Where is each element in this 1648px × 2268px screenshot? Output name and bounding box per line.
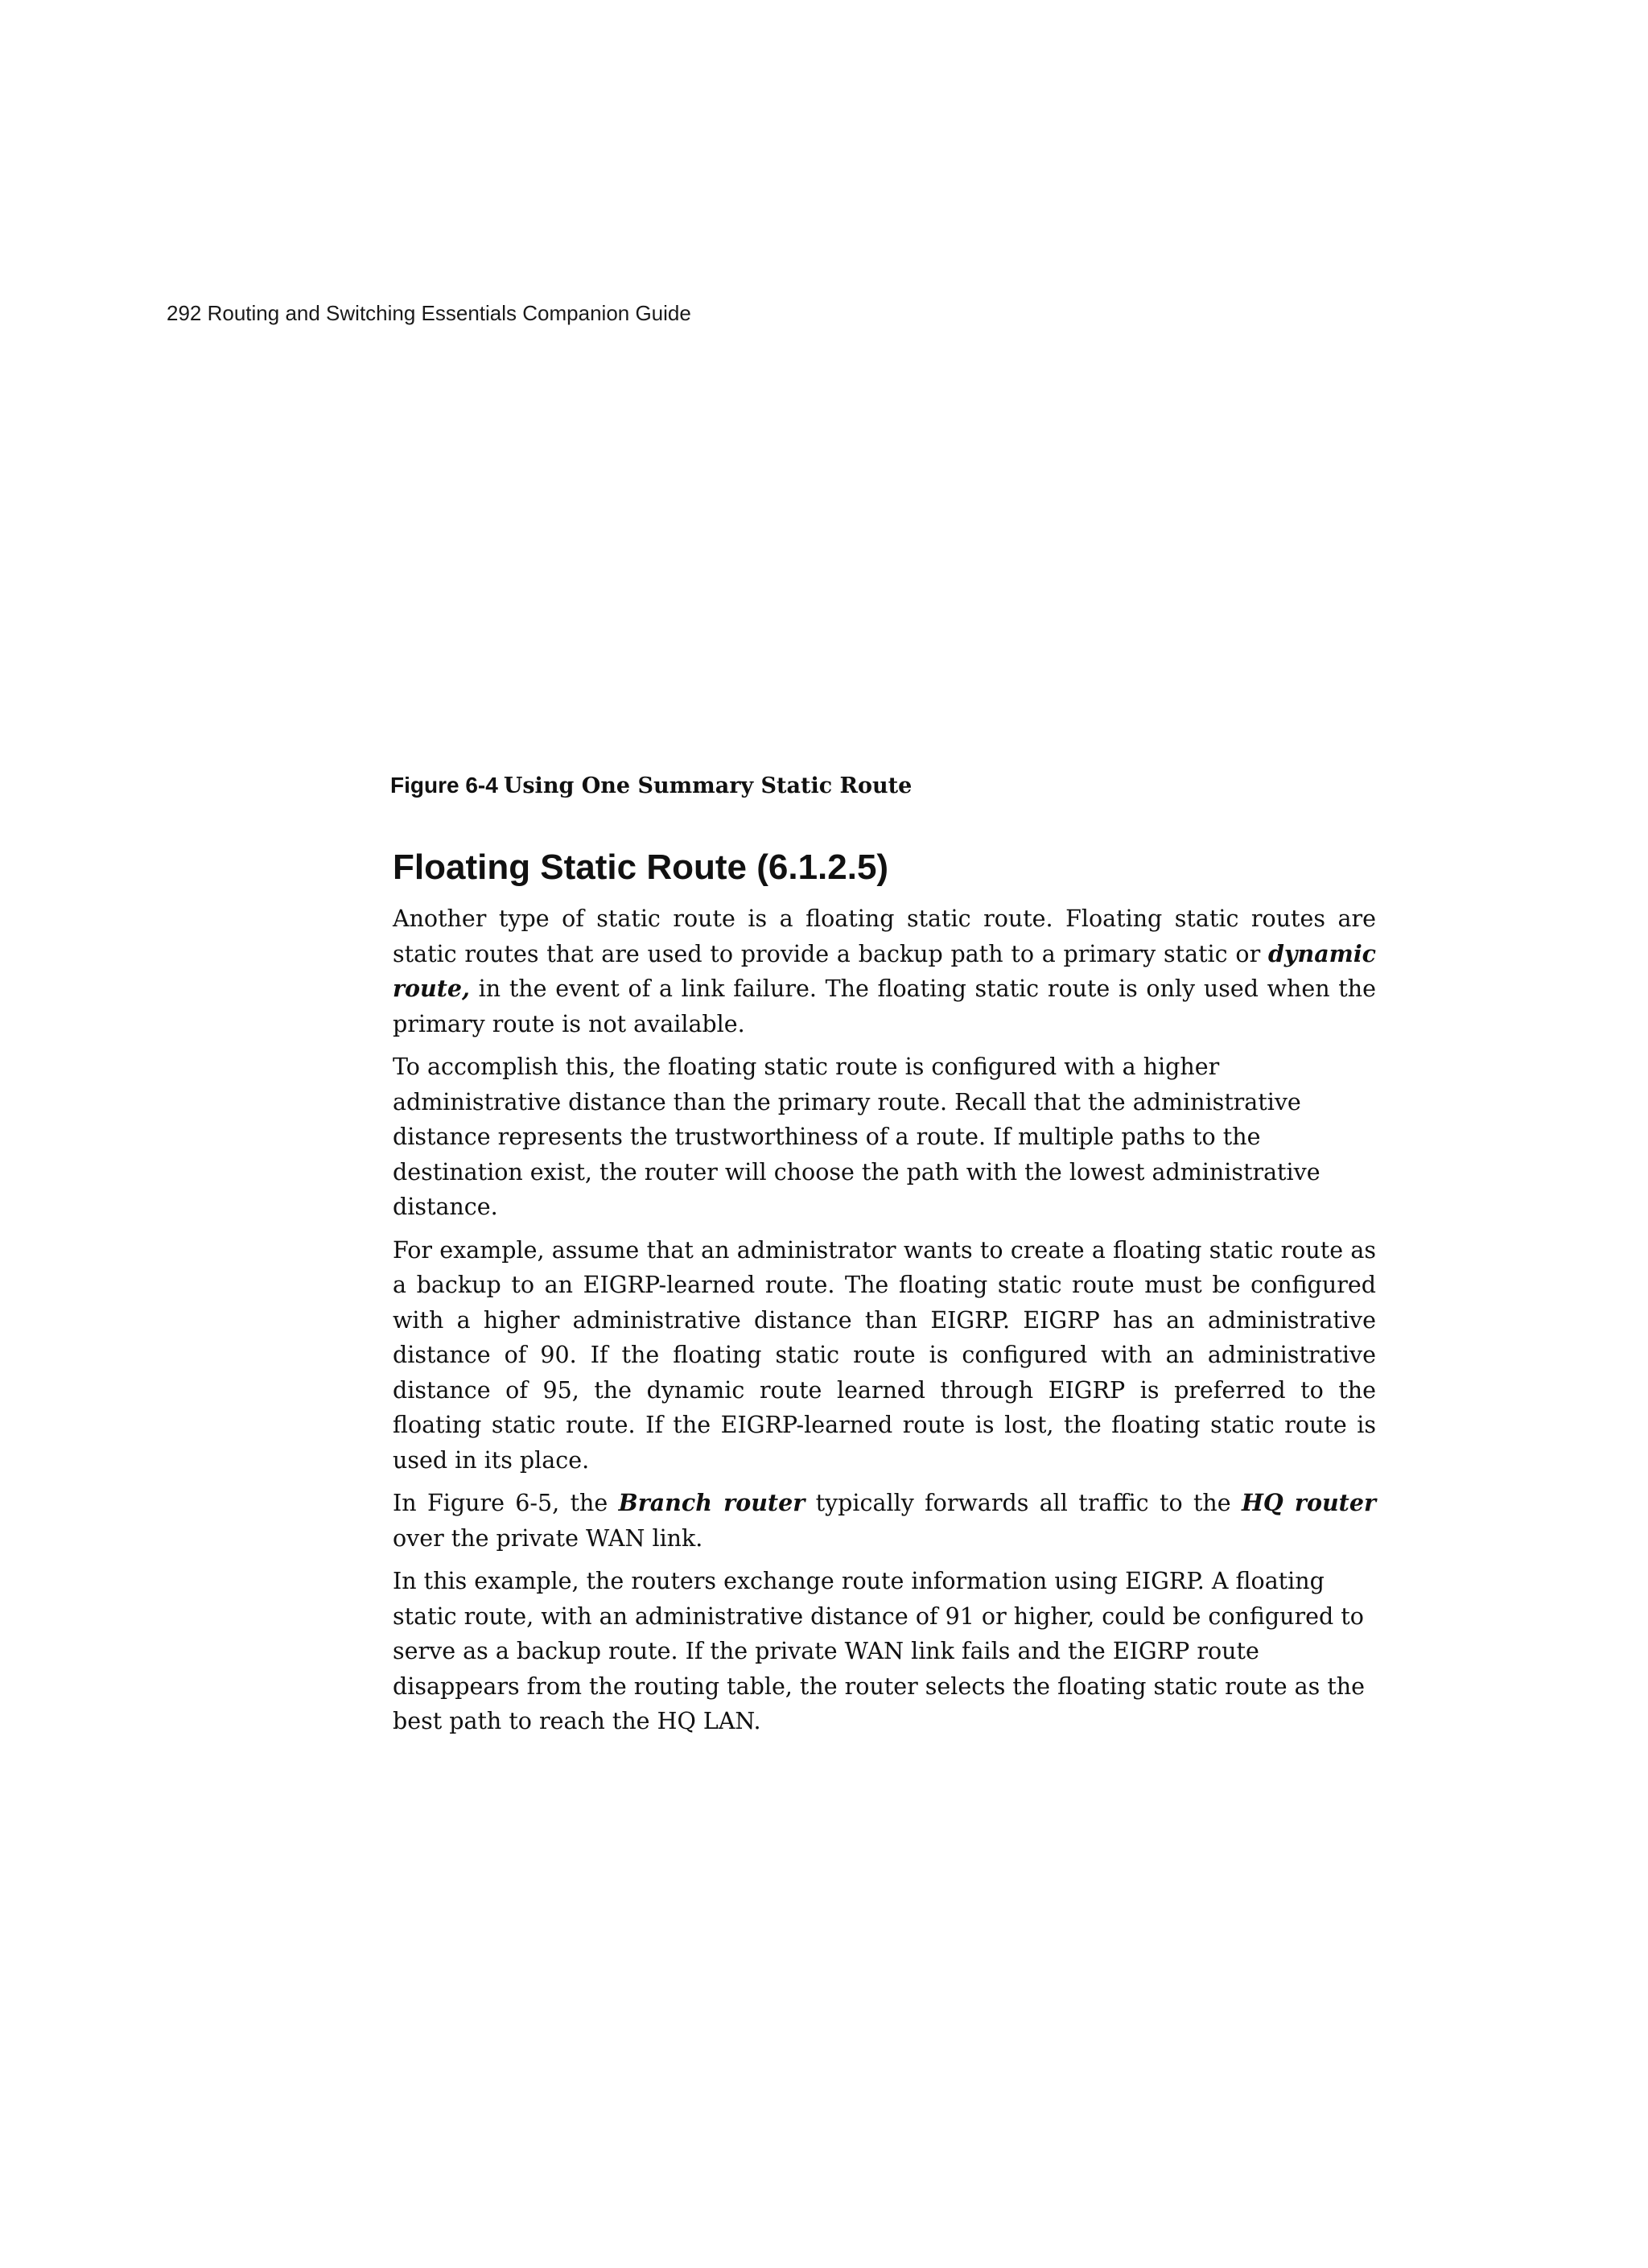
paragraph-1-text-b: in the event of a link failure. The floating static route is only used when the primary route is not available. <box>393 975 1376 1037</box>
running-header: 292 Routing and Switching Essentials Companion Guide <box>167 301 691 325</box>
paragraph-2: To accomplish this, the floating static route is configured with a higher administrative distance than the primary route. Recall that the administrative distance represents the trustworthiness of a route. If multiple paths to the destination exist, the router will choose the path with the lowest administrative distance. <box>393 1054 1320 1220</box>
section-heading: Floating Static Route (6.1.2.5) <box>393 847 889 887</box>
term-hq-router: HQ router <box>1241 1489 1376 1516</box>
paragraph-5: In this example, the routers exchange route information using EIGRP. A floating static route, with an administrative distance of 91 or higher, could be configured to serve as a backup route. If the private WAN link fails and the EIGRP route disappears from the routing table, the router selects the floating static route as the best path to reach the HQ LAN. <box>393 1568 1366 1734</box>
paragraph-4 <box>393 1486 1376 1556</box>
figure-caption <box>390 771 912 801</box>
figure-label: Figure 6-4 <box>390 773 498 798</box>
paragraph-3: For example, assume that an administrator wants to create a floating static route as a backup to an EIGRP-learned route. The floating static route must be configured with a higher administrative distance than EIGRP. EIGRP has an administrative distance of 90. If the floating static route is configured with an administrative distance of 95, the dynamic route learned through EIGRP is preferred to the floating static route. If the EIGRP-learned route is lost, the floating static route is used in its place. <box>393 1236 1376 1474</box>
paragraph-1 <box>393 901 1376 1041</box>
section-content <box>393 845 1376 1747</box>
paragraph-4-text-a: In Figure 6-5, the <box>393 1490 619 1516</box>
paragraph-4-text-c: over the private WAN link. <box>393 1524 703 1552</box>
paragraph-1-text-a: Another type of static route is a floating static route. Floating static routes are static routes that are used to provide a backup path to a primary static or <box>393 905 1376 967</box>
term-dynamic-route: dynamic route, <box>393 939 1376 1002</box>
paragraph-4-text-b: typically forwards all traffic to the <box>805 1490 1242 1516</box>
term-branch-router: Branch router <box>618 1489 805 1516</box>
figure-title: Using One Summary Static Route <box>503 773 913 798</box>
